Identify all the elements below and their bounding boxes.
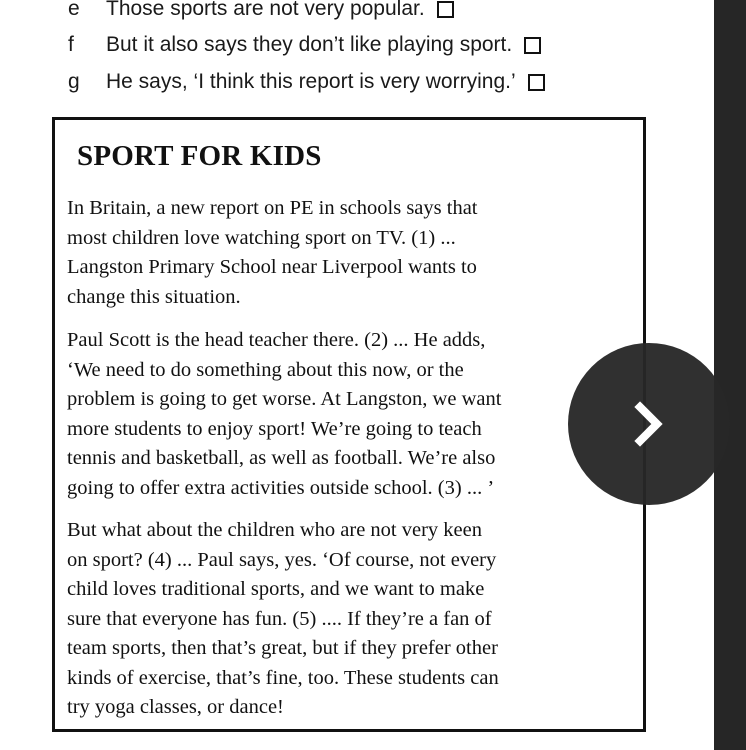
article-paragraph-2: Paul Scott is the head teacher there. (2) ... He adds, ‘We need to do something about this now, or the problem is going to get worse. At Langston, we want more students to enjoy sport! We’re going to teach tennis and basketball, as well as football. We’re also going to offer extra activities outside school. (3) ... ’ bbox=[67, 329, 502, 499]
article-paragraph-3: But what about the children who are not very keen on sport? (4) ... Paul says, yes. ‘Of course, not every child loves traditional sports, and we want to make sure that everyone has fun. (5) .... If they’re a fan of team sports, then that’s great, but if they prefer other kinds of exercise, that’s fine, too. These students can try yoga classes, or dance! bbox=[67, 519, 499, 718]
option-e bbox=[0, 0, 700, 24]
option-text: But it also says they don’t like playing sport. bbox=[106, 33, 513, 56]
option-letter: f bbox=[68, 33, 74, 56]
option-letter: g bbox=[68, 70, 80, 93]
article-paragraph-1: In Britain, a new report on PE in schools says that most children love watching sport on TV. (1) ... Langston Primary School near Liverpool wants to change this situation. bbox=[67, 197, 478, 308]
option-text: He says, ‘I think this report is very worrying.’ bbox=[106, 70, 516, 93]
option-checkbox[interactable] bbox=[528, 74, 545, 91]
option-f bbox=[0, 30, 700, 60]
article-title: SPORT FOR KIDS bbox=[77, 140, 322, 172]
chevron-right-icon bbox=[568, 343, 730, 505]
next-button[interactable] bbox=[568, 343, 730, 505]
option-letter: e bbox=[68, 0, 80, 20]
option-g bbox=[0, 67, 700, 97]
article-box bbox=[52, 117, 646, 732]
option-checkbox[interactable] bbox=[524, 37, 541, 54]
option-text: Those sports are not very popular. bbox=[106, 0, 425, 20]
option-checkbox[interactable] bbox=[437, 1, 454, 18]
